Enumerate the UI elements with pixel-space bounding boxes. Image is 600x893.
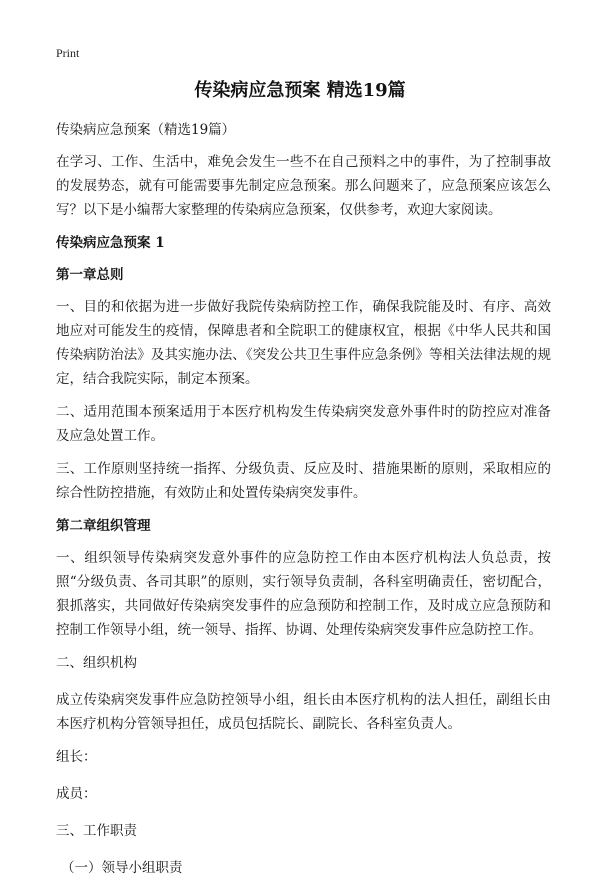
chapter-2-paragraph-2: 二、组织机构 xyxy=(56,655,137,671)
section-title: 传染病应急预案 1 xyxy=(56,235,165,251)
chapter-2-title: 第二章组织管理 xyxy=(56,518,151,534)
leader-label: 组长： xyxy=(56,749,97,765)
print-link[interactable]: Print xyxy=(56,46,80,60)
chapter-1-paragraph-3: 三、工作原则坚持统一指挥、分级负责、反应及时、措施果断的原则，采取相应的综合性防控措施，有效防止和处置传染病突发事件。 xyxy=(56,461,551,501)
chapter-1-paragraph-1: 一、目的和依据为进一步做好我院传染病防控工作，确保我院能及时、有序、高效地应对可能发生的疫情，保障患者和全院职工的健康权宜，根据《中华人民共和国传染病防治法》及其实施办法、《突发公共卫生事件应急条例》等相关法律法规的规定，结合我院实际，制定本预案。 xyxy=(56,299,551,387)
duties-heading: 三、工作职责 xyxy=(56,823,137,839)
chapter-1-title: 第一章总则 xyxy=(56,267,124,283)
group-duties-heading: （一）领导小组职责 xyxy=(61,860,183,876)
chapter-2-paragraph-3: 成立传染病突发事件应急防控领导小组，组长由本医疗机构的法人担任，副组长由本医疗机构分管领导担任，成员包括院长、副院长、各科室负责人。 xyxy=(56,692,551,732)
intro-paragraph: 在学习、工作、生活中，难免会发生一些不在自己预料之中的事件，为了控制事故的发展势态，就有可能需要事先制定应急预案。那么问题来了，应急预案应该怎么写？以下是小编帮大家整理的传染病应急预案，仅供参考，欢迎大家阅读。 xyxy=(56,154,551,218)
members-label: 成员： xyxy=(56,786,97,802)
chapter-2-paragraph-1: 一、组织领导传染病突发意外事件的应急防控工作由本医疗机构法人负总责，按照“分级负责、各司其职”的原则，实行领导负责制，各科室明确责任，密切配合，狠抓落实，共同做好传染病突发事件的应急预防和控制工作，及时成立应急预防和控制工作领导小组，统一领导、指挥、协调、处理传染病突发事件应急防控工作。 xyxy=(56,550,551,638)
chapter-1-paragraph-2: 二、适用范围本预案适用于本医疗机构发生传染病突发意外事件时的防控应对准备及应急处置工作。 xyxy=(56,404,551,444)
document-subtitle: 传染病应急预案（精选19篇） xyxy=(56,122,236,138)
document-content xyxy=(56,118,551,893)
page-title: 传染病应急预案 精选19篇 xyxy=(194,80,406,101)
